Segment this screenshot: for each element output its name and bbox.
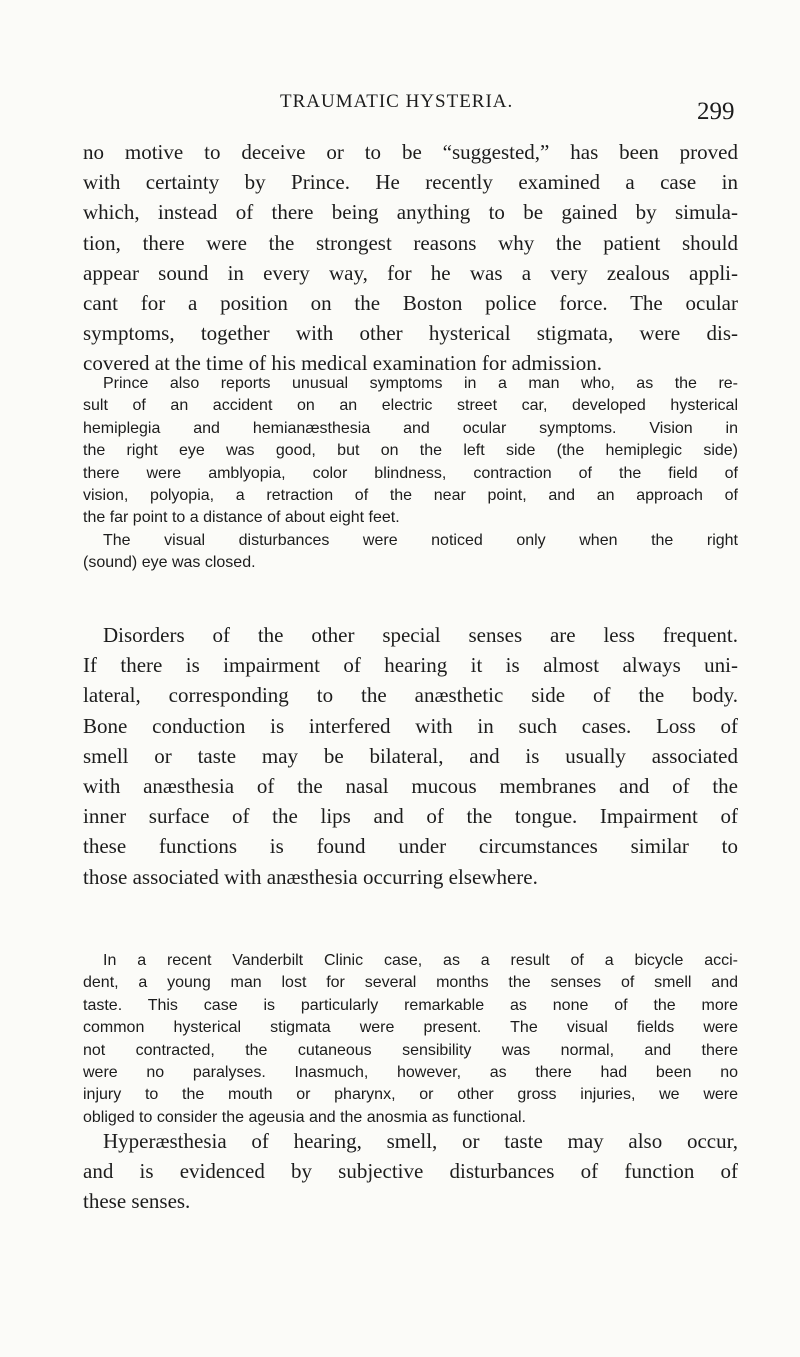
paragraph-visual-disturbances [83,530,738,575]
text-line: were no paralyses. Inasmuch, however, as there had been no [83,1064,738,1082]
paragraph-motive [83,137,738,379]
text-line: symptoms, together with other hysterical stigmata, were dis- [83,321,738,346]
text-line: no motive to deceive or to be “suggested,” has been proved [83,140,738,164]
text-line: Prince also reports unusual symptoms in a man who, as the re- [103,375,738,392]
paragraph-vanderbilt-case [83,950,738,1129]
text-line: covered at the time of his medical examination for admission. [83,351,603,376]
text-line: and is evidenced by subjective disturbances of function of [83,1159,738,1184]
text-line: Hyperæsthesia of hearing, smell, or taste may also occur, [103,1129,738,1153]
text-line: not contracted, the cutaneous sensibility was normal, and there [83,1041,738,1059]
text-line: these senses. [83,1189,191,1214]
text-line: dent, a young man lost for several months the senses of smell and [83,974,738,992]
text-line: hemiplegia and hemianæsthesia and ocular symptoms. Vision in [83,419,738,437]
text-line: lateral, corresponding to the anæsthetic side of the body. [83,683,738,708]
text-line: vision, polyopia, a retraction of the near point, and an approach of [83,487,738,505]
running-head: TRAUMATIC HYSTERIA. [280,91,514,112]
text-line: In a recent Vanderbilt Clinic case, as a result of a bicycle acci- [103,952,738,969]
text-line: those associated with anæsthesia occurring elsewhere. [83,864,538,889]
text-line: common hysterical stigmata were present. The visual fields were [83,1019,738,1037]
text-line: smell or taste may be bilateral, and is usually associated [83,743,738,768]
paragraph-special-senses [83,620,738,892]
text-line: injury to the mouth or pharynx, or other gross injuries, we were [83,1086,738,1104]
text-line: Bone conduction is interfered with in such cases. Loss of [83,713,738,738]
text-line: with anæsthesia of the nasal mucous membranes and of the [83,774,738,799]
text-line: with certainty by Prince. He recently examined a case in [83,170,738,195]
text-line: tion, there were the strongest reasons why the patient should [83,230,738,255]
paragraph-prince-report [83,373,738,530]
text-line: appear sound in every way, for he was a very zealous appli- [83,260,738,285]
text-line: the far point to a distance of about eight feet. [83,509,400,527]
text-line: the right eye was good, but on the left side (the hemiplegic side) [83,442,738,460]
paragraph-hyperaesthesia [83,1126,738,1217]
text-line: taste. This case is particularly remarkable as none of the more [83,996,738,1014]
text-line: Disorders of the other special senses are less frequent. [103,623,738,647]
text-line: The visual disturbances were noticed only when the right [103,532,738,549]
text-line: (sound) eye was closed. [83,554,256,572]
text-line: If there is impairment of hearing it is almost always uni- [83,653,738,678]
text-line: inner surface of the lips and of the tongue. Impairment of [83,804,738,829]
text-line: these functions is found under circumstances similar to [83,834,738,859]
page-number: 299 [697,98,735,125]
text-line: obliged to consider the ageusia and the anosmia as functional. [83,1108,526,1126]
text-line: sult of an accident on an electric street car, developed hysterical [83,397,738,415]
text-line: which, instead of there being anything to be gained by simula- [83,200,738,225]
text-line: there were amblyopia, color blindness, contraction of the field of [83,464,738,482]
text-line: cant for a position on the Boston police force. The ocular [83,291,738,316]
